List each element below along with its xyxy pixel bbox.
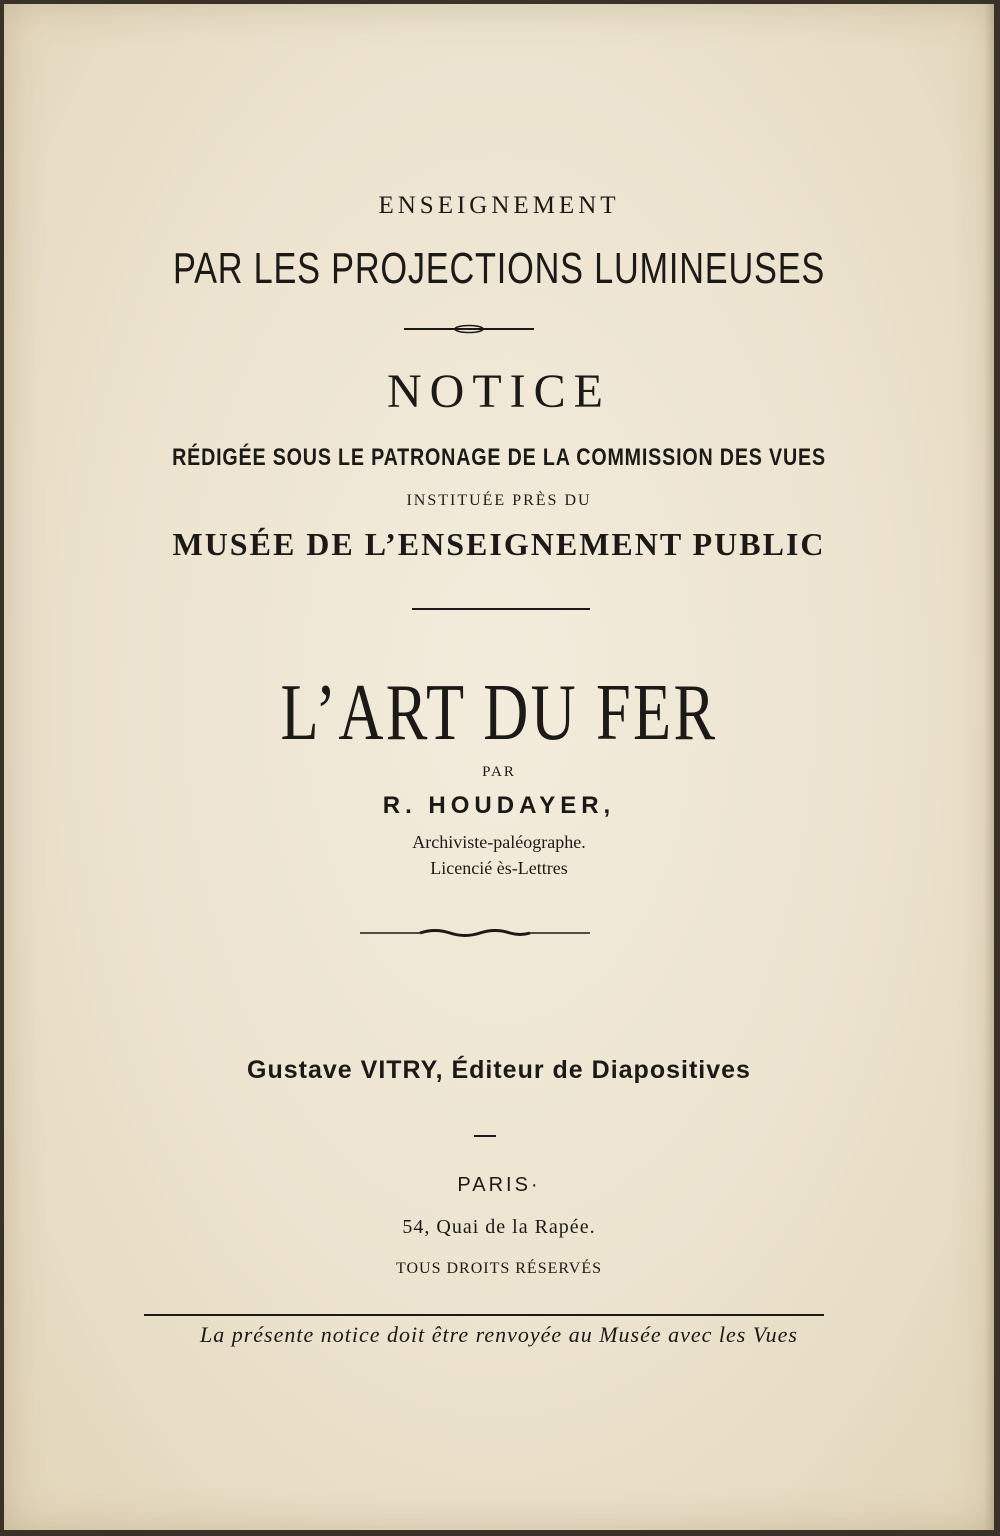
- publisher-city: PARIS·: [457, 1174, 541, 1196]
- notice-instituted: INSTITUÉE PRÈS DU: [406, 492, 592, 509]
- publisher-address: 54, Quai de la Rapée.: [402, 1216, 596, 1238]
- rights-notice: TOUS DROITS RÉSERVÉS: [395, 1260, 602, 1277]
- by-label: PAR: [482, 764, 516, 780]
- notice-title: NOTICE: [387, 365, 611, 418]
- ornament-divider-flourish: [360, 926, 590, 940]
- author-credential-2: Licencié ès-Lettres: [430, 858, 568, 878]
- footer-note: La présente notice doit être renvoyée au Musée avec les Vues: [200, 1322, 798, 1347]
- footer-rule: [144, 1314, 824, 1316]
- work-title: L’ART DU FER: [280, 669, 718, 757]
- heading-line-1: ENSEIGNEMENT: [378, 192, 620, 219]
- author-credential-1: Archiviste-paléographe.: [412, 832, 586, 852]
- museum-name: MUSÉE DE L’ENSEIGNEMENT PUBLIC: [172, 526, 826, 562]
- short-dash: [474, 1135, 496, 1137]
- publisher-name: Gustave VITRY, Éditeur de Diapositives: [247, 1056, 751, 1084]
- heading-line-2: PAR LES PROJECTIONS LUMINEUSES: [172, 244, 826, 293]
- divider-rule: [412, 608, 590, 610]
- ornament-divider-top: [404, 324, 534, 334]
- document-page: [4, 4, 994, 1530]
- author-name: R. HOUDAYER,: [382, 792, 616, 819]
- notice-subtitle: RÉDIGÉE SOUS LE PATRONAGE DE LA COMMISSION DES VUES: [172, 444, 826, 471]
